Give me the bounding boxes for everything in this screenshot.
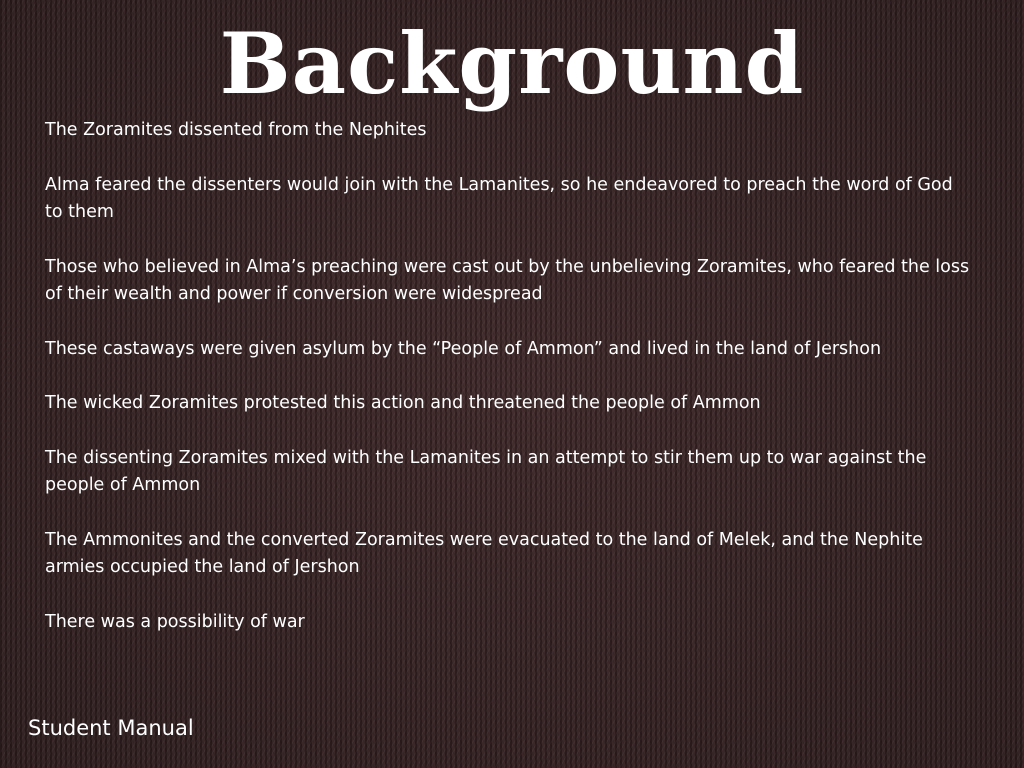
paragraph-5: The wicked Zoramites protested this action and threatened the people of Ammon (45, 393, 761, 413)
paragraph-8: There was a possibility of war (45, 611, 305, 632)
paragraph-6: The dissenting Zoramites mixed with the Lamanites in an attempt to stir them up to war against the people of Ammon (45, 447, 927, 495)
footer-source: Student Manual (28, 716, 194, 740)
paragraph-4: These castaways were given asylum by the “People of Ammon” and lived in the land of Jershon (45, 338, 882, 359)
paragraph-7: The Ammonites and the converted Zoramites were evacuated to the land of Melek, and the Nephite armies occupied the land of Jershon (45, 529, 923, 577)
slide-title: Background (219, 14, 805, 113)
paragraph-3: Those who believed in Alma’s preaching were cast out by the unbelieving Zoramites, who feared the loss of their wealth and power if conversion were widespread (45, 256, 970, 304)
paragraph-2: Alma feared the dissenters would join with the Lamanites, so he endeavored to preach the word of God to them (45, 174, 953, 222)
paragraph-1: The Zoramites dissented from the Nephites (45, 120, 427, 140)
slide-body (45, 117, 975, 663)
